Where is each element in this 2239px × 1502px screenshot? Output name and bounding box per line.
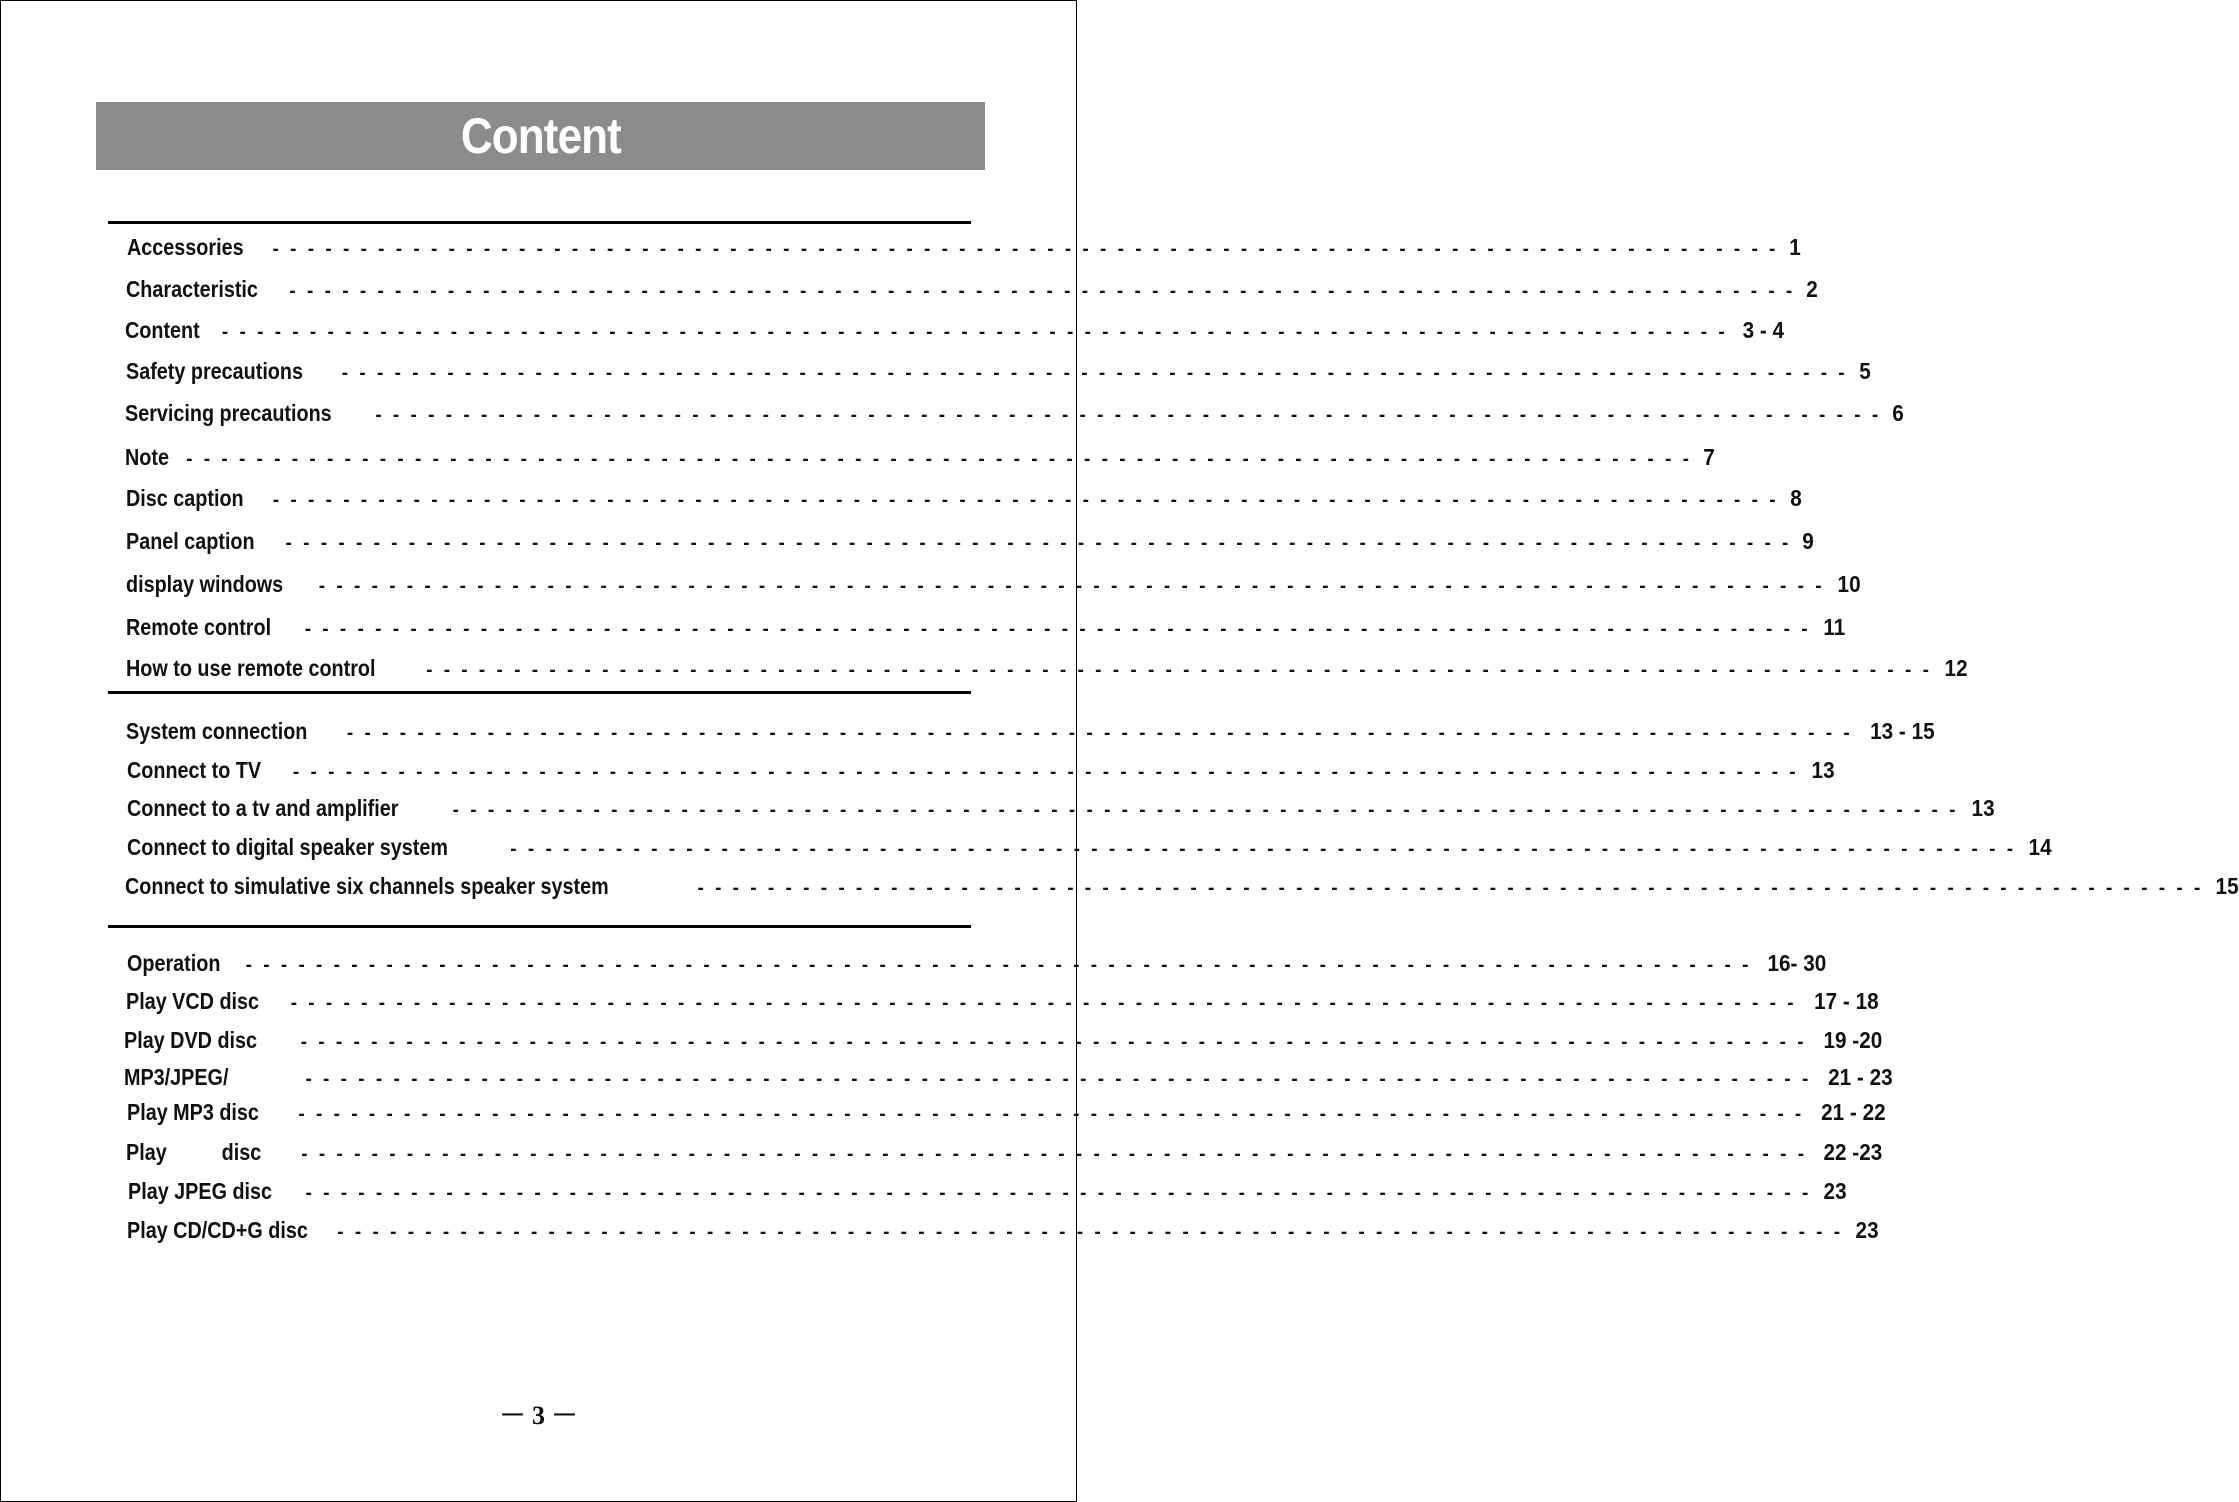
toc-entry[interactable] (126, 655, 1968, 682)
entry-page: 12 (1944, 655, 1968, 681)
toc-entry[interactable] (126, 718, 1935, 745)
entry-label: Note (125, 444, 169, 470)
entry-label: Content (125, 317, 200, 343)
entry-page: 5 (1858, 358, 1871, 384)
entry-label: MP3/JPEG/ (124, 1064, 229, 1090)
dot-leader: - - - - - - - - - - - - - - - - - - - - - - - - - - - - - - - - - - - - - - - - - - - - - - - - - - - - - - - - - - - - - - - - - - - - - - - - - - - - - - - - - - - - - - (346, 723, 1853, 744)
entry-page: 23 (1823, 1178, 1847, 1204)
page-number: － 3 － (499, 1401, 578, 1430)
toc-entry[interactable] (125, 444, 1715, 471)
entry-label: Connect to TV (127, 757, 262, 783)
toc-entry[interactable] (127, 950, 1827, 977)
dot-leader: - - - - - - - - - - - - - - - - - - - - - - - - - - - - - - - - - - - - - - - - - - - - - - - - - - - - - - - - - - - - - - - - - - - - - - - - - - - - - - - - - - - - - - (305, 1069, 1812, 1090)
section-divider (108, 925, 971, 928)
toc-entry[interactable] (128, 1178, 1847, 1205)
entry-page: 17 - 18 (1813, 988, 1879, 1014)
entry-page: 13 - 15 (1869, 718, 1935, 744)
page-border (0, 0, 1077, 1502)
entry-label: Characteristic (126, 276, 258, 302)
section-divider (108, 691, 971, 694)
entry-label: Connect to digital speaker system (127, 834, 448, 860)
entry-page: 13 (1811, 757, 1835, 783)
dot-leader: - - - - - - - - - - - - - - - - - - - - - - - - - - - - - - - - - - - - - - - - - - - - - - - - - - - - - - - - - - - - - - - - - - - - - - - - - - - - - - - - - - - - - - (452, 800, 1959, 821)
entry-page: 2 (1806, 276, 1819, 302)
dot-leader: - - - - - - - - - - - - - - - - - - - - - - - - - - - - - - - - - - - - - - - - - - - - - - - - - - - - - - - - - - - - - - - - - - - - - - - - - - - - - - - - - - - - - - (301, 1144, 1808, 1165)
toc-entry[interactable] (126, 485, 1802, 512)
dot-leader: - - - - - - - - - - - - - - - - - - - - - - - - - - - - - - - - - - - - - - - - - - - - - - - - - - - - - - - - - - - - - - - - - - - - - - - - - - - - - - - - - - - - - - (186, 449, 1692, 470)
dot-leader: - - - - - - - - - - - - - - - - - - - - - - - - - - - - - - - - - - - - - - - - - - - - - - - - - - - - - - - - - - - - - - - - - - - - - - - - - - - - - - - - - - - - - - (426, 660, 1932, 681)
entry-page: 23 (1855, 1217, 1879, 1243)
toc-entry[interactable] (126, 614, 1845, 641)
entry-page: 9 (1802, 528, 1815, 554)
dot-leader: - - - - - - - - - - - - - - - - - - - - - - - - - - - - - - - - - - - - - - - - - - - - - - - - - - - - - - - - - - - - - - - - - - - - - - - - - - - - - - - - - - - - - - (272, 239, 1779, 260)
dot-leader: - - - - - - - - - - - - - - - - - - - - - - - - - - - - - - - - - - - - - - - - - - - - - - - - - - - - - - - - - - - - - - - - - - - - - - - - - - - - - - - - - - - - - - (272, 490, 1779, 511)
entry-page: 15 (2215, 873, 2239, 899)
entry-label: Remote control (126, 614, 272, 640)
entry-page: 6 (1892, 400, 1904, 426)
dot-leader: - - - - - - - - - - - - - - - - - - - - - - - - - - - - - - - - - - - - - - - - - - - - - - - - - - - - - - - - - - - - - - - - - - - - - - - - - - - - - - - - - - - - - - (292, 762, 1799, 783)
toc-entry[interactable] (124, 1064, 1893, 1091)
entry-label: Operation (127, 950, 221, 976)
dot-leader: - - - - - - - - - - - - - - - - - - - - - - - - - - - - - - - - - - - - - - - - - - - - - - - - - - - - - - - - - - - - - - - - - - - - - - - - - - - - - - - - - - - - - - (290, 993, 1797, 1014)
entry-page: 14 (2028, 834, 2052, 860)
entry-page: 21 - 23 (1828, 1064, 1893, 1090)
entry-label: Play disc (126, 1139, 262, 1165)
entry-label: Play VCD disc (126, 988, 260, 1014)
toc-entry[interactable] (127, 795, 1995, 822)
entry-label: Play JPEG disc (128, 1178, 273, 1204)
entry-label: Panel caption (126, 528, 255, 554)
dot-leader: - - - - - - - - - - - - - - - - - - - - - - - - - - - - - - - - - - - - - - - - - - - - - - - - - - - - - - - - - - - - - - - - - - - - - - - - - - - - - - - - - - - - - - (318, 576, 1825, 597)
dot-leader: - - - - - - - - - - - - - - - - - - - - - - - - - - - - - - - - - - - - - - - - - - - - - - - - - - - - - - - - - - - - - - - - - - - - - - - - - - - - - - - - - - - - - - (341, 363, 1848, 384)
toc-entry[interactable] (127, 1217, 1879, 1244)
dot-leader: - - - - - - - - - - - - - - - - - - - - - - - - - - - - - - - - - - - - - - - - - - - - - - - - - - - - - - - - - - - - - - - - - - - - - - - - - - - - - - - - - - - - - - (337, 1222, 1844, 1243)
entry-label: Disc caption (126, 485, 244, 511)
toc-entry[interactable] (127, 834, 2052, 861)
entry-label: Accessories (127, 234, 244, 260)
dot-leader: - - - - - - - - - - - - - - - - - - - - - - - - - - - - - - - - - - - - - - - - - - - - - - - - - - - - - - - - - - - - - - - - - - - - - - - - - - - - - - - - - - - - - - (697, 878, 2204, 899)
entry-page: 21 - 22 (1821, 1099, 1886, 1125)
entry-label: Play CD/CD+G disc (127, 1217, 308, 1243)
entry-label: Play MP3 disc (127, 1099, 259, 1125)
entry-page: 8 (1789, 485, 1802, 511)
entry-page: 10 (1837, 571, 1861, 597)
toc-entry[interactable] (125, 400, 1904, 427)
toc-entry[interactable] (127, 757, 1835, 784)
entry-label: How to use remote control (126, 655, 376, 681)
toc-entry[interactable] (126, 1139, 1883, 1166)
dot-leader: - - - - - - - - - - - - - - - - - - - - - - - - - - - - - - - - - - - - - - - - - - - - - - - - - - - - - - - - - - - - - - - - - - - - - - - - - - - - - - - - - - - - - - (289, 281, 1796, 302)
toc-entry[interactable] (127, 234, 1802, 261)
toc-entry[interactable] (127, 1099, 1886, 1126)
entry-label: Play DVD disc (124, 1027, 258, 1053)
entry-label: System connection (126, 718, 308, 744)
toc-entry[interactable] (126, 358, 1871, 385)
dot-leader: - - - - - - - - - - - - - - - - - - - - - - - - - - - - - - - - - - - - - - - - - - - - - - - - - - - - - - - - - - - - - - - - - - - - - - - - - - - - - - - - - - - - - - (298, 1104, 1805, 1125)
toc-entry[interactable] (126, 276, 1819, 303)
toc-entry[interactable] (126, 571, 1861, 598)
toc-entry[interactable] (125, 317, 1784, 344)
toc-entry[interactable] (125, 873, 2239, 900)
entry-page: 16- 30 (1767, 950, 1827, 976)
section-divider (108, 221, 971, 224)
dot-leader: - - - - - - - - - - - - - - - - - - - - - - - - - - - - - - - - - - - - - - - - - - - - - - - - - - - - - - - - - - - - - - - - - - - - - - - - - - - - - - - - - - - - - - (285, 533, 1792, 554)
entry-page: 11 (1822, 614, 1845, 640)
dot-leader: - - - - - - - - - - - - - - - - - - - - - - - - - - - - - - - - - - - - - - - - - - - - - - - - - - - - - - - - - - - - - - - - - - - - - - - - - - - - - - - - - - - - - - (375, 405, 1882, 426)
entry-label: Servicing precautions (125, 400, 332, 426)
entry-label: display windows (126, 571, 284, 597)
dot-leader: - - - - - - - - - - - - - - - - - - - - - - - - - - - - - - - - - - - - - - - - - - - - - - - - - - - - - - - - - - - - - - - - - - - - - - - - - - - - - - - - - - - - - - (300, 1032, 1807, 1053)
dot-leader: - - - - - - - - - - - - - - - - - - - - - - - - - - - - - - - - - - - - - - - - - - - - - - - - - - - - - - - - - - - - - - - - - - - - - - - - - - - - - - - - - - - - - - (305, 1183, 1812, 1204)
entry-page: 1 (1789, 234, 1802, 260)
entry-label: Safety precautions (126, 358, 303, 384)
entry-page: 19 -20 (1823, 1027, 1882, 1053)
dot-leader: - - - - - - - - - - - - - - - - - - - - - - - - - - - - - - - - - - - - - - - - - - - - - - - - - - - - - - - - - - - - - - - - - - - - - - - - - - - - - - - - - - - - - - (245, 955, 1752, 976)
entry-page: 13 (1971, 795, 1995, 821)
entry-label: Connect to a tv and amplifier (127, 795, 399, 821)
title-banner (96, 102, 985, 170)
toc-entry[interactable] (126, 528, 1815, 555)
entry-page: 22 -23 (1823, 1139, 1883, 1165)
dot-leader: - - - - - - - - - - - - - - - - - - - - - - - - - - - - - - - - - - - - - - - - - - - - - - - - - - - - - - - - - - - - - - - - - - - - - - - - - - - - - - - - - - - - - - (304, 619, 1811, 640)
dot-leader: - - - - - - - - - - - - - - - - - - - - - - - - - - - - - - - - - - - - - - - - - - - - - - - - - - - - - - - - - - - - - - - - - - - - - - - - - - - - - - - - - - - - - - (221, 322, 1728, 343)
toc-entry[interactable] (126, 988, 1879, 1015)
entry-page: 3 - 4 (1742, 317, 1784, 343)
dot-leader: - - - - - - - - - - - - - - - - - - - - - - - - - - - - - - - - - - - - - - - - - - - - - - - - - - - - - - - - - - - - - - - - - - - - - - - - - - - - - - - - - - - - - - (510, 839, 2017, 860)
page-title: Content (460, 108, 621, 164)
entry-page: 7 (1703, 444, 1715, 470)
toc-entry[interactable] (124, 1027, 1882, 1054)
entry-label: Connect to simulative six channels speaker system (125, 873, 609, 899)
